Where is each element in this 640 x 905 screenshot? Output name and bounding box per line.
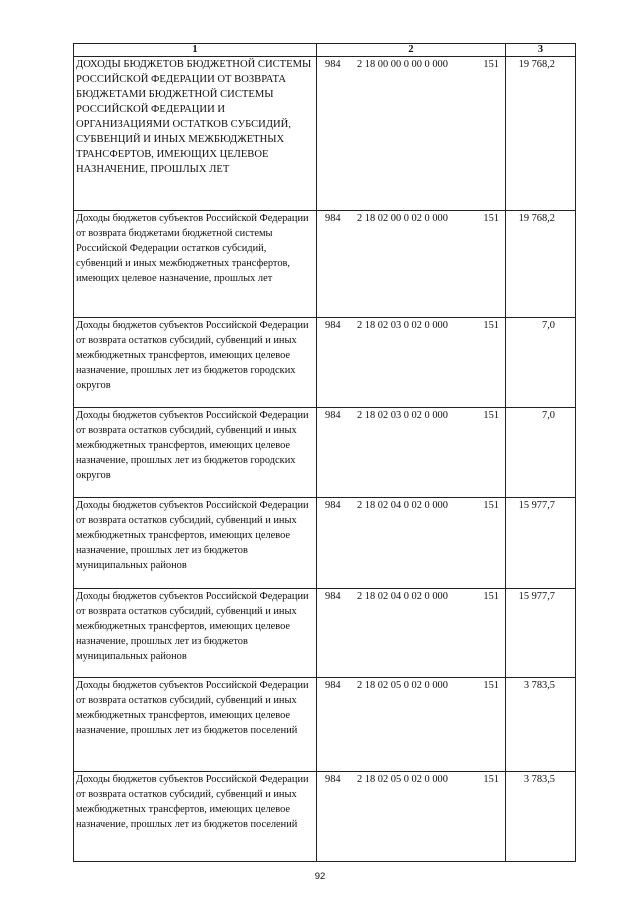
row-amount-cell xyxy=(506,318,576,408)
row-description xyxy=(74,772,317,862)
row-amount-cell xyxy=(506,211,576,318)
table-row xyxy=(74,211,576,318)
row-admin-code: 984 xyxy=(325,500,341,511)
row-amount: 15 977,7 xyxy=(518,591,555,602)
row-description xyxy=(74,408,317,498)
row-description xyxy=(74,589,317,678)
row-description xyxy=(74,57,317,211)
row-amount-cell xyxy=(506,57,576,211)
row-kosgu-code: 151 xyxy=(483,500,499,511)
row-code-cell xyxy=(317,498,506,589)
table-row xyxy=(74,318,576,408)
row-code-cell xyxy=(317,318,506,408)
header-col-2: 2 xyxy=(317,44,506,57)
row-description-text: Доходы бюджетов субъектов Российской Федерации от возврата бюджетами бюджетной системы Российской Федерации остатков субсидий, субвенций и иных межбюджетных трансфертов, имеющих целевое назначение, прошлых лет xyxy=(76,213,309,284)
row-description-text: Доходы бюджетов субъектов Российской Федерации от возврата остатков субсидий, субвенций и иных межбюджетных трансфертов, имеющих целевое назначение, прошлых лет из бюджетов городских округов xyxy=(76,320,309,391)
row-description-text: Доходы бюджетов субъектов Российской Федерации от возврата остатков субсидий, субвенций и иных межбюджетных трансфертов, имеющих целевое назначение, прошлых лет из бюджетов городских округов xyxy=(76,410,309,481)
row-description xyxy=(74,498,317,589)
row-kosgu-code: 151 xyxy=(483,410,499,421)
row-description-text: Доходы бюджетов субъектов Российской Федерации от возврата остатков субсидий, субвенций и иных межбюджетных трансфертов, имеющих целевое назначение, прошлых лет из бюджетов поселений xyxy=(76,680,309,736)
row-description xyxy=(74,678,317,772)
table-header-row xyxy=(74,44,576,57)
row-amount: 7,0 xyxy=(542,410,555,421)
row-amount-cell xyxy=(506,408,576,498)
row-budget-code: 2 18 02 03 0 02 0 000 xyxy=(357,410,448,421)
table-row xyxy=(74,498,576,589)
row-admin-code: 984 xyxy=(325,213,341,224)
row-description xyxy=(74,318,317,408)
row-code-cell xyxy=(317,211,506,318)
row-admin-code: 984 xyxy=(325,774,341,785)
row-kosgu-code: 151 xyxy=(483,774,499,785)
budget-revenue-table xyxy=(73,43,576,862)
row-kosgu-code: 151 xyxy=(483,680,499,691)
table-row xyxy=(74,772,576,862)
table-row xyxy=(74,57,576,211)
row-amount-cell xyxy=(506,589,576,678)
row-amount-cell xyxy=(506,678,576,772)
row-kosgu-code: 151 xyxy=(483,213,499,224)
row-admin-code: 984 xyxy=(325,410,341,421)
row-admin-code: 984 xyxy=(325,680,341,691)
row-code-cell xyxy=(317,772,506,862)
row-amount: 19 768,2 xyxy=(518,213,555,224)
row-amount: 19 768,2 xyxy=(518,59,555,70)
row-code-cell xyxy=(317,589,506,678)
row-code-cell xyxy=(317,57,506,211)
row-admin-code: 984 xyxy=(325,591,341,602)
row-budget-code: 2 18 02 05 0 02 0 000 xyxy=(357,680,448,691)
row-kosgu-code: 151 xyxy=(483,320,499,331)
row-admin-code: 984 xyxy=(325,59,341,70)
row-budget-code: 2 18 02 04 0 02 0 000 xyxy=(357,591,448,602)
header-col-1: 1 xyxy=(74,44,317,57)
row-description xyxy=(74,211,317,318)
row-description-text: Доходы бюджетов субъектов Российской Федерации от возврата остатков субсидий, субвенций и иных межбюджетных трансфертов, имеющих целевое назначение, прошлых лет из бюджетов муниципальных районов xyxy=(76,500,309,571)
row-code-cell xyxy=(317,408,506,498)
table-row xyxy=(74,678,576,772)
row-kosgu-code: 151 xyxy=(483,591,499,602)
table-row xyxy=(74,408,576,498)
row-amount: 15 977,7 xyxy=(518,500,555,511)
row-amount: 7,0 xyxy=(542,320,555,331)
row-budget-code: 2 18 02 03 0 02 0 000 xyxy=(357,320,448,331)
row-description-text: Доходы бюджетов субъектов Российской Федерации от возврата остатков субсидий, субвенций и иных межбюджетных трансфертов, имеющих целевое назначение, прошлых лет из бюджетов муниципальных районов xyxy=(76,591,309,662)
row-amount-cell xyxy=(506,498,576,589)
row-amount: 3 783,5 xyxy=(523,680,555,691)
row-budget-code: 2 18 02 04 0 02 0 000 xyxy=(357,500,448,511)
table-row xyxy=(74,589,576,678)
header-col-3: 3 xyxy=(506,44,576,57)
page-number: 92 xyxy=(314,871,326,882)
row-budget-code: 2 18 02 00 0 02 0 000 xyxy=(357,213,448,224)
row-description-text: Доходы бюджетов субъектов Российской Федерации от возврата остатков субсидий, субвенций и иных межбюджетных трансфертов, имеющих целевое назначение, прошлых лет из бюджетов поселений xyxy=(76,774,309,830)
row-code-cell xyxy=(317,678,506,772)
row-kosgu-code: 151 xyxy=(483,59,499,70)
row-amount: 3 783,5 xyxy=(523,774,555,785)
row-budget-code: 2 18 02 05 0 02 0 000 xyxy=(357,774,448,785)
row-amount-cell xyxy=(506,772,576,862)
row-admin-code: 984 xyxy=(325,320,341,331)
row-budget-code: 2 18 00 00 0 00 0 000 xyxy=(357,59,448,70)
row-description-text: ДОХОДЫ БЮДЖЕТОВ БЮДЖЕТНОЙ СИСТЕМЫ РОССИЙСКОЙ ФЕДЕРАЦИИ ОТ ВОЗВРАТА БЮДЖЕТАМИ БЮДЖЕТНОЙ СИСТЕМЫ РОССИЙСКОЙ ФЕДЕРАЦИИ И ОРГАНИЗАЦИЯМИ ОСТАТКОВ СУБСИДИЙ, СУБВЕНЦИЙ И ИНЫХ МЕЖБЮДЖЕТНЫХ ТРАНСФЕРТОВ, ИМЕЮЩИХ ЦЕЛЕВОЕ НАЗНАЧЕНИЕ, ПРОШЛЫХ ЛЕТ xyxy=(76,59,312,175)
